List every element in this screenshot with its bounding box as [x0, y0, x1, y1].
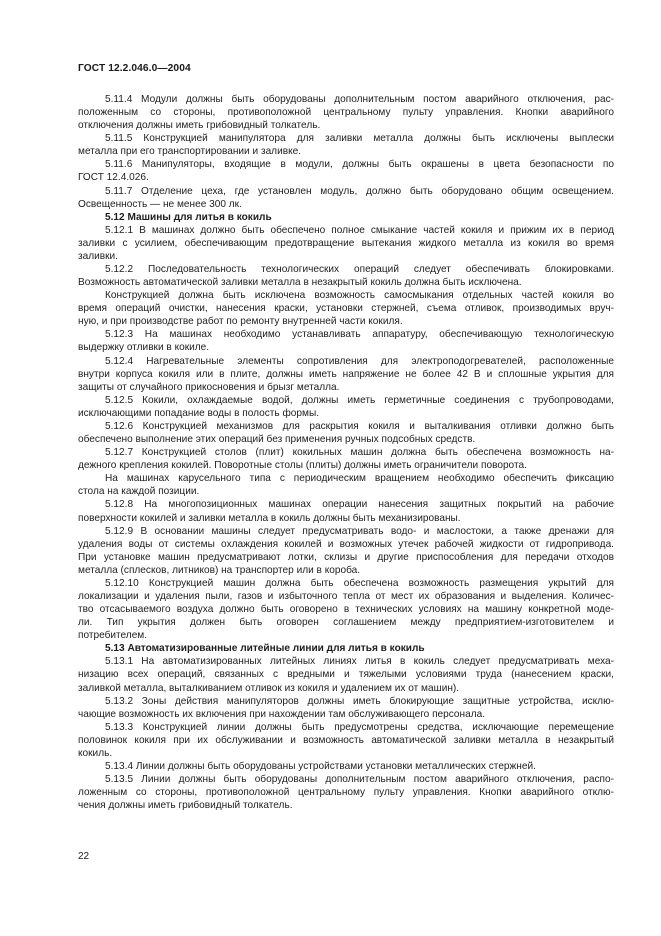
paragraph-line: потребителем. — [78, 630, 148, 642]
paragraph — [78, 721, 614, 760]
paragraph-line: тво отсасываемого воздуха должно быть оговорено в технических условиях на машину конкретной моде- — [78, 604, 614, 616]
section-heading — [78, 211, 614, 224]
paragraph-line: низацию всех операций, связанных с вредными и тяжелыми условиями труда (нанесением краски, — [78, 669, 614, 681]
paragraph-line: локализации и удаления пыли, газов и избыточного тепла от мест их образования и выделения. Количес- — [78, 590, 614, 602]
paragraph-line: выдержку отливки в кокиле. — [78, 342, 210, 354]
paragraph — [78, 93, 614, 132]
paragraph — [78, 577, 614, 642]
paragraph-line: 5.12.9 В основании машины следует предусматривать водо- и маслостоки, а также дренажи для — [105, 525, 614, 537]
paragraph-line: 5.13.4 Линии должны быть оборудованы устройствами установки металлических стержней. — [105, 760, 536, 772]
paragraph-line: исключающими попадание воды в полость формы. — [78, 407, 320, 419]
paragraph — [78, 132, 614, 158]
paragraph — [78, 525, 614, 577]
paragraph — [78, 498, 614, 524]
document-body — [78, 93, 614, 812]
paragraph-line: металла (сплесков, литников) на транспортер или в короба. — [78, 564, 361, 576]
section-heading — [78, 642, 614, 655]
paragraph-line: время операций очистки, нанесения краски, установки стержней, съема отливок, производимых вруч- — [78, 303, 614, 315]
document-header-title: ГОСТ 12.2.046.0—2004 — [78, 63, 191, 74]
paragraph-line: Возможность автоматической заливки металла в незакрытый кокиль должна быть исключена. — [78, 277, 522, 289]
paragraph-line: 5.11.7 Отделение цеха, где установлен модуль, должно быть оборудовано общим освещением. — [105, 185, 614, 197]
paragraph-line: стола на каждой позиции. — [78, 486, 200, 498]
paragraph-line: 5.12.7 Конструкцией столов (плит) кокильных машин должна быть обеспечена возможность на- — [105, 447, 614, 459]
paragraph — [78, 446, 614, 472]
paragraph-line: При установке машин предусматривают лотки, склизы и другие приспособления для передачи отходов — [78, 551, 614, 563]
paragraph — [78, 760, 614, 773]
heading-text: 5.12 Машины для литья в кокиль — [105, 211, 272, 223]
paragraph-line: 5.12.10 Конструкцией машин должна быть обеспечена возможность размещения укрытий для — [105, 577, 614, 589]
paragraph-line: ную, и при производстве работ по ремонту внутренней части кокиля. — [78, 316, 403, 328]
paragraph-line: дежного крепления кокилей. Поворотные столы (плиты) должны иметь ограничители поворота. — [78, 460, 527, 472]
paragraph-line: 5.11.6 Манипуляторы, входящие в модули, должны быть окрашены в цвета безопасности по — [105, 159, 614, 171]
paragraph — [78, 773, 614, 812]
paragraph — [78, 158, 614, 184]
paragraph-line: заливки. — [78, 250, 118, 262]
page-number: 22 — [78, 851, 90, 862]
paragraph — [78, 355, 614, 394]
paragraph-line: положенным со стороны, противоположной центральному пульту управления. Кнопки аварийного — [78, 107, 614, 119]
paragraph-line: 5.13.2 Зоны действия манипуляторов должны иметь блокирующие защитные устройства, исклю- — [105, 695, 614, 707]
paragraph-line: внутри корпуса кокиля или в плите, должны иметь напряжение не более 42 В и сплошные укрытия для — [78, 368, 614, 380]
paragraph-line: чения должны иметь грибовидный толкатель. — [78, 800, 293, 812]
paragraph-line: заливкой металла, выталкиванием отливок из кокиля и удалением их от машин). — [78, 682, 460, 694]
paragraph — [78, 420, 614, 446]
paragraph — [78, 655, 614, 694]
paragraph-line: металла при его транспортировании и заливке. — [78, 146, 302, 158]
paragraph-line: половинок кокиля при их обслуживании и возможность автоматической заливки металла в незакрытый — [78, 734, 614, 746]
paragraph-line: удаления воды от системы охлаждения кокилей и возможных утечек рабочей жидкости от гидропривода. — [78, 538, 614, 550]
paragraph — [78, 224, 614, 263]
paragraph-line: 5.13.3 Конструкцией линии должны быть предусмотрены средства, исключающие перемещение — [105, 721, 614, 733]
paragraph-line: поверхности кокилей и заливки металла в кокиль должны быть механизированы. — [78, 512, 461, 524]
paragraph-line: ложенным со стороны, противоположной центральному пульту управления. Кнопки аварийного отклю- — [78, 787, 614, 799]
paragraph — [78, 394, 614, 420]
paragraph-line: Конструкцией должна быть исключена возможность самосмыкания отдельных частей кокиля во — [105, 290, 614, 302]
heading-text: 5.13 Автоматизированные литейные линии для литья в кокиль — [105, 643, 425, 655]
paragraph-line: 5.12.4 Нагревательные элементы сопротивления для электроподогревателей, расположенные — [105, 355, 614, 367]
paragraph-line: 5.13.5 Линии должны быть оборудованы дополнительным постом аварийного отключения, распо- — [105, 774, 614, 786]
paragraph-line: 5.12.6 Конструкцией механизмов для раскрытия кокиля и выталкивания отливки должно быть — [105, 420, 614, 432]
paragraph — [78, 328, 614, 354]
paragraph — [78, 263, 614, 289]
paragraph-line: На машинах карусельного типа с периодическим вращением необходимо обеспечить фиксацию — [105, 473, 614, 485]
paragraph-line: 5.12.8 На многопозиционных машинах операции нанесения защитных покрытий на рабочие — [105, 499, 614, 511]
paragraph-line: Освещенность — не менее 300 лк. — [78, 198, 242, 210]
paragraph-line: 5.11.4 Модули должны быть оборудованы дополнительным постом аварийного отключения, рас- — [105, 94, 614, 105]
paragraph-line: ГОСТ 12.4.026. — [78, 172, 149, 184]
paragraph-line: кокиль. — [78, 747, 113, 759]
paragraph-line: 5.12.2 Последовательность технологических операций следует обеспечивать блокировками. — [105, 264, 614, 276]
paragraph — [78, 472, 614, 498]
paragraph-line: заливки с усилием, обеспечивающим предотвращение вытекания жидкого металла из кокиля во время — [78, 237, 614, 249]
paragraph — [78, 289, 614, 328]
paragraph-line: 5.12.3 На машинах необходимо устанавливать аппаратуру, обеспечивающую технологическую — [105, 329, 614, 341]
paragraph-line: чающие возможность их включения при нахождении там обслуживающего персонала. — [78, 708, 486, 720]
paragraph-line: 5.11.5 Конструкцией манипулятора для заливки металла должны быть исключены выплески — [105, 133, 614, 145]
paragraph-line: 5.12.1 В машинах должно быть обеспечено полное смыкание частей кокиля и прижим их в период — [105, 224, 614, 236]
paragraph — [78, 185, 614, 211]
paragraph-line: защиты от случайного прикосновения и брызг металла. — [78, 381, 340, 393]
paragraph-line: 5.12.5 Кокили, охлаждаемые водой, должны иметь герметичные соединения с трубопроводами, — [105, 394, 614, 406]
paragraph-line: ли. Тип укрытия должен быть оговорен соглашением между предприятием-изготовителем и — [78, 617, 614, 629]
paragraph-line: отключения должны иметь грибовидный толкатель. — [78, 120, 321, 132]
paragraph-line: обеспечено выполнение этих операций без применения ручных подсобных средств. — [78, 434, 476, 446]
paragraph-line: 5.13.1 На автоматизированных литейных линиях литья в кокиль следует предусматривать меха- — [105, 656, 614, 668]
paragraph — [78, 695, 614, 721]
